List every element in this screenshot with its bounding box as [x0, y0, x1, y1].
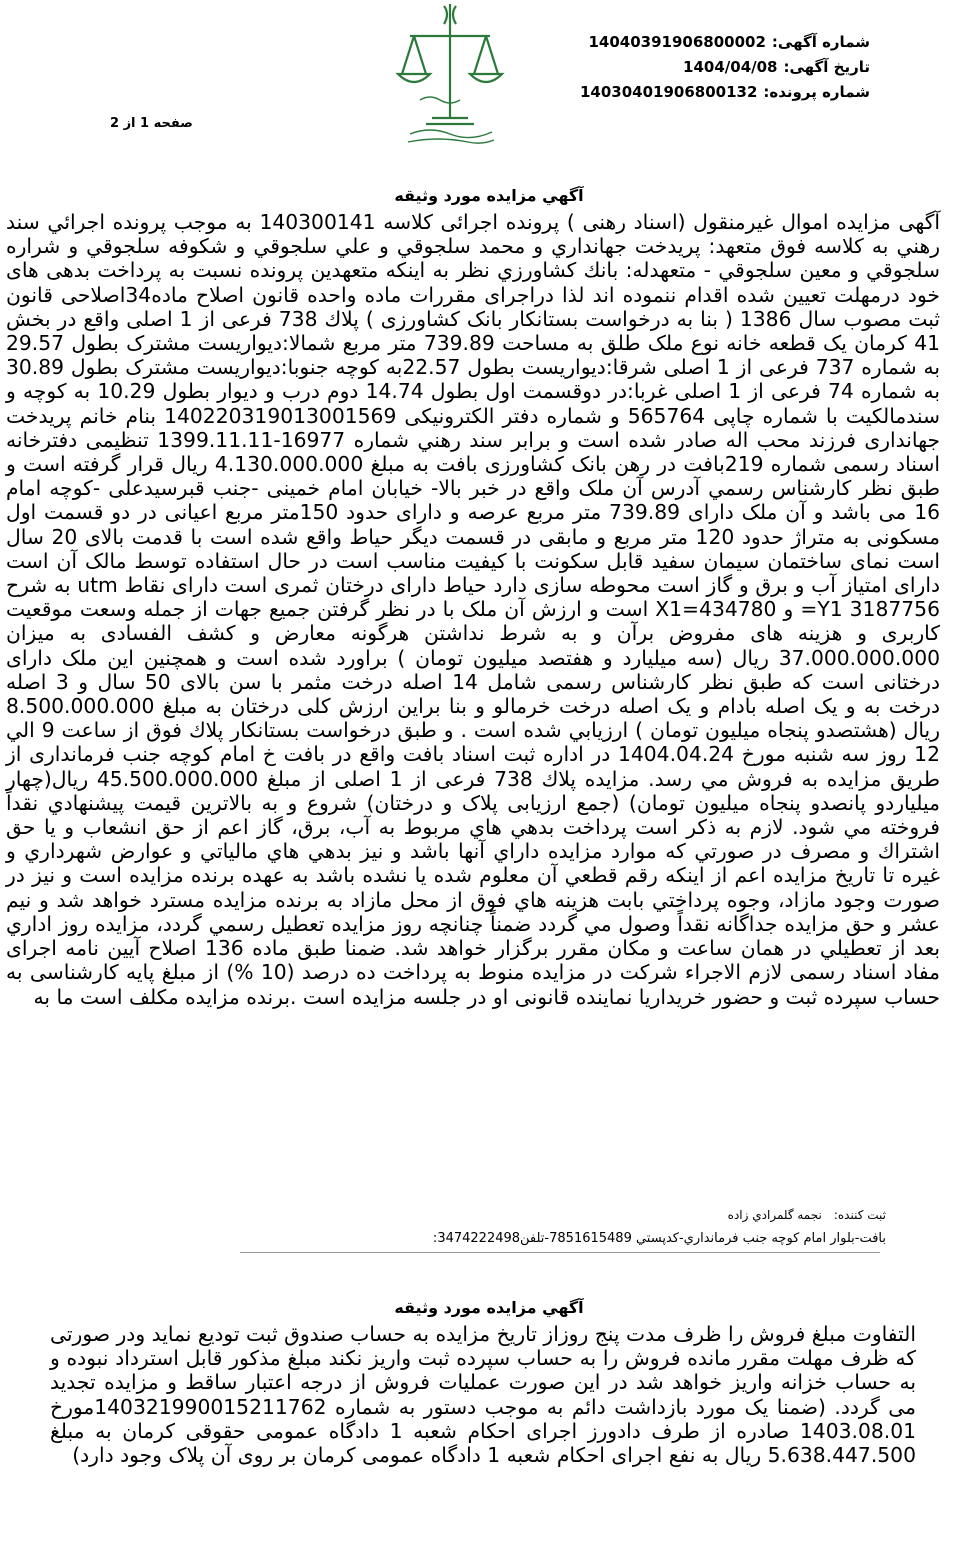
registrar — [728, 1208, 886, 1222]
notice-title: آگهي مزايده مورد وثيقه — [394, 186, 584, 205]
ad-meta — [510, 30, 870, 105]
case-number-label: شماره پرونده: — [763, 83, 870, 101]
registrar-label: ثبت كننده: — [833, 1208, 886, 1222]
notice-title-continued: آگهي مزايده مورد وثيقه — [394, 1298, 584, 1317]
ad-number-label: شماره آگهی: — [771, 33, 870, 51]
divider — [240, 1252, 880, 1253]
office-address: بافت-بلوار امام کوچه جنب فرمانداري-کدپستي 7851615489-تلفن3474222498: — [432, 1231, 886, 1246]
page-indicator: صفحه 1 از 2 — [110, 116, 193, 131]
ad-date: 1404/04/08 — [683, 58, 778, 76]
notice-body-continued: التفاوت مبلغ فروش را ظرف مدت پنج روزاز تاریخ مزایده به حساب صندوق ثبت تودیع نماید ودر صورتی که ظرف مهلت مقرر مانده فروش را به حساب سپرده ثبت واریز نکند مبلغ مذکور قابل استرداد نبوده و به حساب خزانه واریز خواهد شد در این صورت عملیات فروش از درجه اعتبار ساقط و مزایده تجدید می گردد. (ضمنا یک مورد بازداشت دائم به موجب دستور به شماره 140321990015211762مورخ 1403.08.01 صادره از طرف دادورز اجرای احکام شعبه 1 دادگاه عمومی حقوقی کرمان به مبلغ 5.638.447.500 ریال به نفع اجرای احکام شعبه 1 دادگاه عمومی کرمان بر روی آن پلاک وجود دارد) — [50, 1322, 917, 1468]
ad-date-row — [510, 55, 870, 80]
ad-date-label: تاریخ آگهی: — [783, 58, 870, 76]
registrar-name: نجمه گلمرادي زاده — [727, 1208, 822, 1222]
notice-body: آگهی مزایده اموال غیرمنقول (اسناد رهنی ) پرونده اجرائی کلاسه 140300141 به موجب پرونده اجرائي سند رهني به كلاسه فوق متعهد: پريدخت جهانداري و محمد سلجوقي و علي سلجوقي و شکوفه سلجوقي و شراره سلجوقي و معين سلجوقي - متعهدله: بانك كشاورزي نظر به اینکه متعهدین پرونده نسبت به پرداخت بدهی های خود درمهلت تعیین شده اقدام ننموده اند لذا دراجرای مقررات ماده واحده قانون اصلاح ماده34اصلاحی قانون ثبت مصوب سال 1386 ( بنا به درخواست بستانکار بانک کشاورزی ) پلاك 738 فرعی از 1 اصلی واقع در بخش 41 کرمان یک قطعه خانه نوع ملک طلق به مساحت 739.89 متر مربع شمالا:دیواریست مشترک بطول 29.57 به شماره 737 فرعی از 1 اصلی شرقا:دیواریست بطول 22.57به کوچه جنوبا:دیواریست مشترک بطول 30.89 به شماره 74 فرعی از 1 اصلی غربا:در دوقسمت اول بطول 14.74 دوم درب و دیوار بطول 10.29 به کوچه و سندمالکیت با شماره چاپی 565764 و شماره دفتر الکترونیکی 140220319013001569 بنام خانم پریدخت جهانداری فرزند محب اله صادر شده است و برابر سند رهني شماره 16977-1399.11.11 تنظیمی دفترخانه اسناد رسمی شماره 219بافت در رهن بانک کشاورزی بافت به مبلغ 4.130.000.000 ریال قرار گرفته است و طبق نظر کارشناس رسمي آدرس آن ملک واقع در خبر بالا- خیابان امام خمینی -جنب قبرسیدعلی -کوچه امام 16 می باشد و آن ملک دارای 739.89 متر مربع عرصه و دارای حدود 150متر مربع اعیانی در دو قسمت اول مسکونی به متراژ حدود 120 متر مربع و مابقی در قسمت دیگر حیاط واقع شده است با قدمت بالای 20 سال است نمای ساختمان سیمان سفید قابل سکونت با کیفیت مناسب است در حال استفاده توسط مالک آن است دارای امتیاز آب و برق و گاز است محوطه سازی دارد حیاط دارای درختان ثمری است دارای نقاط utm به شرح Y1 3187756= و X1=434780 است و ارزش آن ملک با در نظر گرفتن جمیع جهات از جمله وسعت موقعیت کاربری و هزینه های مفروض برآن و به شرط نداشتن هرگونه معارض و کشف الفسادی به میزان 37.000.000.000 ریال (سه میلیارد و هفتصد میلیون تومان ) براورد شده است و همچنین این ملک دارای درختانی است که طبق نظر کارشناس رسمی شامل 14 اصله درخت مثمر با سن بالای 50 سال و 3 اصله درخت به و یک اصله بادام و یک اصله درخت خرمالو و بنا براین ارزش کلی درختان به مبلغ 8.500.000.000 ريال (هشتصدو پنجاه میلیون تومان ) ارزيابي شده است . و طبق درخواست بستانكار پلاك فوق از ساعت 9 الي 12 روز سه شنبه مورخ 1404.04.24 در اداره ثبت اسناد بافت واقع در بافت خ امام کوچه جنب فرمانداری از طريق مزايده به فروش مي رسد. مزايده پلاك 738 فرعی از 1 اصلی از مبلغ 45.500.000.000 ریال(چهار میلیاردو پانصدو پنجاه میلیون تومان) (جمع ارزیابی پلاک و درختان) شروع و به بالاترين قيمت پيشنهادي نقداً فروخته مي شود. لازم به ذكر است پرداخت بدهي هاي مربوط به آب، برق، گاز اعم از حق انشعاب و يا حق اشتراك و مصرف در صورتي كه موارد مزايده داراي آنها باشد و نيز بدهي هاي مالياتي و عوارض شهرداري و غيره تا تاريخ مزايده اعم از اينكه رقم قطعي آن معلوم شده يا نشده باشد به عهده برنده مزايده است و نيز در صورت وجود مازاد، وجوه پرداختي بابت هزينه هاي فوق از محل مازاد به برنده مزايده مسترد خواهد شد و نيم عشر و حق مزايده جداگانه نقداً وصول مي گردد ضمناً چنانچه روز مزايده تعطيل رسمي گردد، مزايده روز اداري بعد از تعطيلي در همان ساعت و مكان مقرر برگزار خواهد شد. ضمنا طبق ماده 136 اصلاح آیین نامه اجرای مفاد اسناد رسمی لازم الاجراء شرکت در مزایده منوط به پرداخت ده درصد (10 %) از مبلغ پایه کارشناسی به حساب سپرده ثبت و حضور خریداریا نماینده قانونی او در جلسه مزایده است .برنده مزایده مکلف است ما به — [6, 210, 941, 1009]
ad-number-row — [510, 30, 870, 55]
judiciary-emblem-icon — [380, 0, 520, 150]
case-number-row — [510, 80, 870, 105]
ad-number: 14040391906800002 — [588, 33, 766, 51]
case-number: 14030401906800132 — [579, 83, 758, 101]
